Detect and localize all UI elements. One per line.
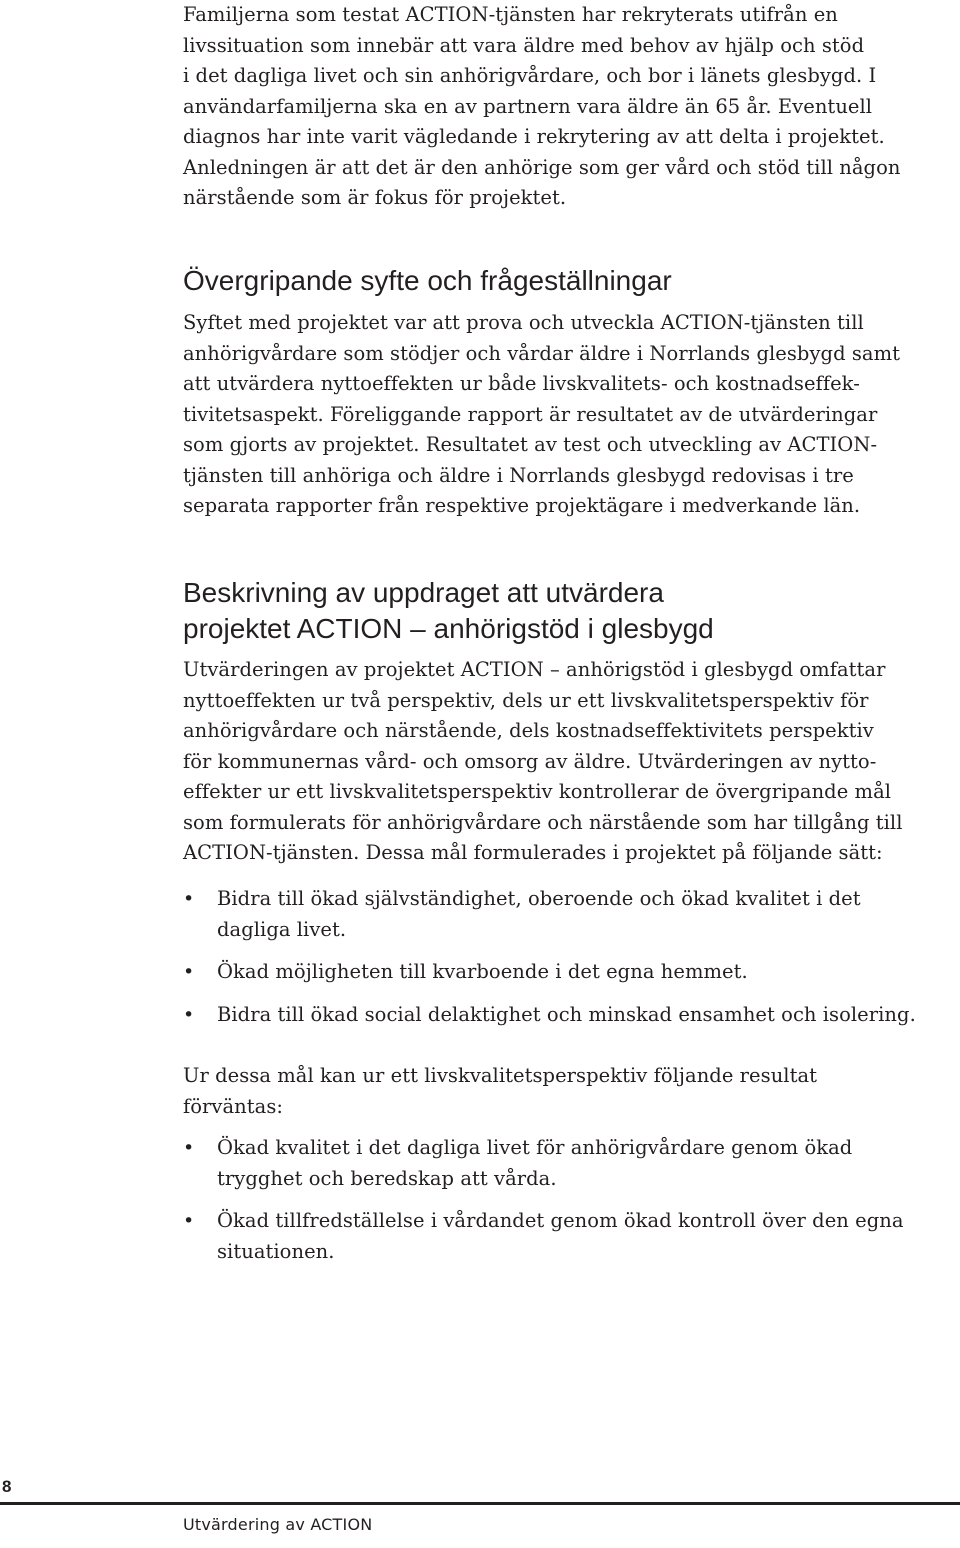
footer-divider <box>0 1502 960 1505</box>
goals-list <box>183 884 916 1030</box>
list-item <box>183 1206 904 1267</box>
list-item-line: Ökad kvalitet i det dagliga livet för anhörigvårdare genom ökad <box>217 1136 853 1159</box>
list-item-line: Bidra till ökad självständighet, oberoende och ökad kvalitet i det <box>217 887 861 910</box>
bullet-icon: • <box>183 1137 195 1159</box>
list-item-line: Bidra till ökad social delaktighet och minskad ensamhet och isolering. <box>217 1002 916 1026</box>
section-heading-line: Beskrivning av uppdraget att utvärdera <box>183 577 664 608</box>
paragraph-line: Familjerna som testat ACTION-tjänsten har rekryterats utifrån en <box>183 3 838 26</box>
results-list <box>183 1133 904 1267</box>
list-item-line: situationen. <box>217 1239 335 1263</box>
assignment-paragraph <box>183 655 903 869</box>
section-heading-purpose <box>183 263 672 299</box>
results-intro-paragraph <box>183 1061 817 1122</box>
paragraph-line: effekter ur ett livskvalitetsperspektiv kontrollerar de övergripande mål <box>183 780 892 803</box>
paragraph-line: användarfamiljerna ska en av partnern vara äldre än 65 år. Eventuell <box>183 94 873 118</box>
intro-paragraph <box>183 0 901 214</box>
section-heading-line: projektet ACTION – anhörigstöd i glesbygd <box>183 613 714 644</box>
paragraph-line: diagnos har inte varit vägledande i rekrytering av att delta i projektet. <box>183 125 885 148</box>
paragraph-line: nyttoeffekten ur två perspektiv, dels ur ett livskvalitetsperspektiv för <box>183 688 869 712</box>
paragraph-line: i det dagliga livet och sin anhörigvårdare, och bor i länets glesbygd. I <box>183 64 877 87</box>
paragraph-line: anhörigvårdare som stödjer och vårdar äldre i Norrlands glesbygd samt <box>183 341 901 365</box>
running-footer-title: Utvärdering av ACTION <box>183 1515 373 1534</box>
paragraph-line: Anledningen är att det är den anhörige som ger vård och stöd till någon <box>183 155 901 179</box>
purpose-paragraph <box>183 308 900 522</box>
paragraph-line: livssituation som innebär att vara äldre med behov av hjälp och stöd <box>183 33 865 57</box>
list-item-line: trygghet och beredskap att vårda. <box>217 1166 557 1190</box>
list-item <box>183 1000 916 1031</box>
paragraph-line: att utvärdera nyttoeffekten ur både livskvalitets- och kostnadseffek- <box>183 372 860 395</box>
paragraph-line: Syftet med projektet var att prova och utveckla ACTION-tjänsten till <box>183 311 864 334</box>
list-item-line: Ökad möjligheten till kvarboende i det egna hemmet. <box>217 960 748 983</box>
bullet-icon: • <box>183 1003 195 1026</box>
paragraph-line: Utvärderingen av projektet ACTION – anhörigstöd i glesbygd omfattar <box>183 658 886 681</box>
paragraph-line: Ur dessa mål kan ur ett livskvalitetsperspektiv följande resultat <box>183 1064 818 1087</box>
section-heading-assignment <box>183 575 714 647</box>
bullet-icon: • <box>183 1210 195 1232</box>
paragraph-line: närstående som är fokus för projektet. <box>183 186 567 209</box>
section-heading: Övergripande syfte och frågeställningar <box>183 265 672 296</box>
paragraph-line: som gjorts av projektet. Resultatet av test och utveckling av ACTION- <box>183 433 878 456</box>
list-item <box>183 884 916 945</box>
list-item-line: Ökad tillfredställelse i vårdandet genom ökad kontroll över den egna <box>217 1209 904 1232</box>
paragraph-line: anhörigvårdare och närstående, dels kostnadseffektivitets perspektiv <box>183 719 874 742</box>
bullet-icon: • <box>183 961 195 983</box>
paragraph-line: tjänsten till anhöriga och äldre i Norrlands glesbygd redovisas i tre <box>183 463 854 487</box>
paragraph-line: ACTION-tjänsten. Dessa mål formulerades i projektet på följande sätt: <box>183 841 883 864</box>
paragraph-line: förväntas: <box>183 1094 284 1118</box>
page-number: 8 <box>2 1477 12 1496</box>
paragraph-line: för kommunernas vård- och omsorg av äldre. Utvärderingen av nytto- <box>183 749 877 773</box>
paragraph-line: som formulerats för anhörigvårdare och närstående som har tillgång till <box>183 810 903 834</box>
list-item <box>183 957 916 988</box>
paragraph-line: separata rapporter från respektive projektägare i medverkande län. <box>183 494 861 517</box>
list-item <box>183 1133 904 1194</box>
bullet-icon: • <box>183 888 195 910</box>
paragraph-line: tivitetsaspekt. Föreliggande rapport är resultatet av de utvärderingar <box>183 402 878 426</box>
list-item-line: dagliga livet. <box>217 917 347 941</box>
